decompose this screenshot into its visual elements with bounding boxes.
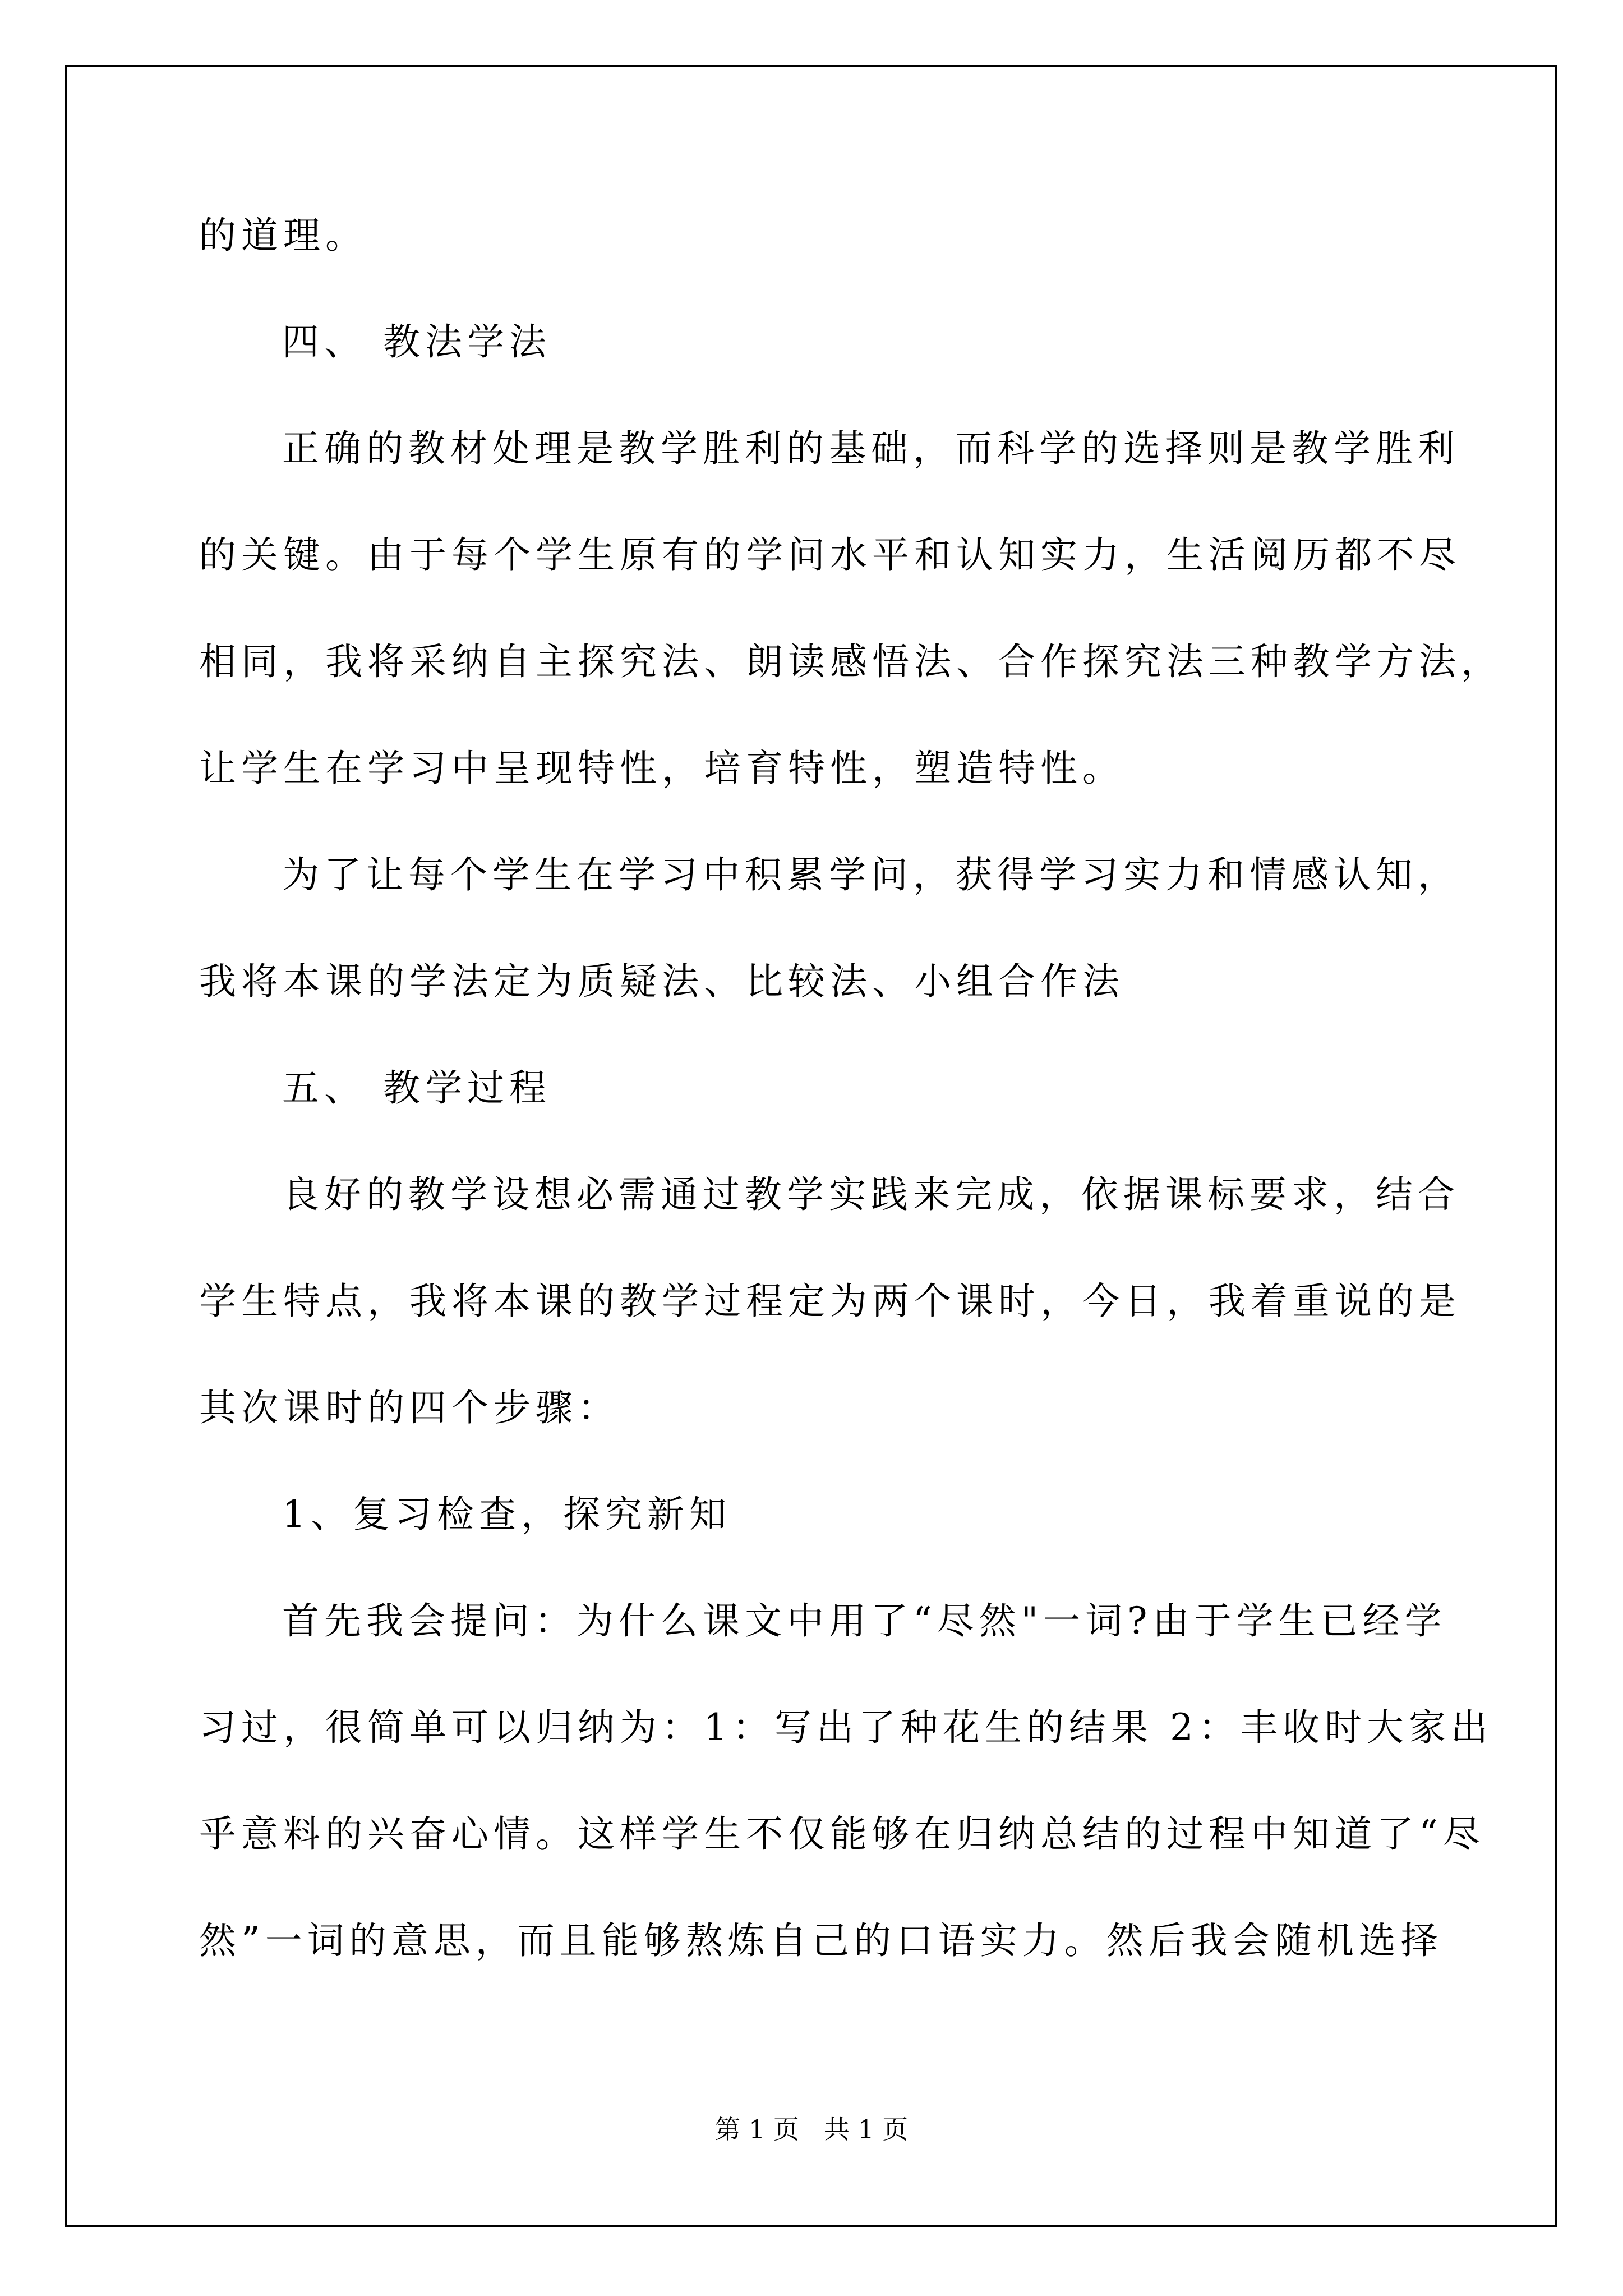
- section-heading-teaching-methods: 四、 教法学法: [282, 320, 551, 364]
- step-heading: 1、复习检查，探究新知: [282, 1493, 731, 1536]
- text-line: 我将本课的学法定为质疑法、比较法、小组合作法: [199, 960, 1124, 1003]
- text-line: 的关键。由于每个学生原有的学问水平和认知实力，生活阅历都不尽: [199, 533, 1461, 577]
- text-line: 首先我会提问：为什么课文中用了“尽然"一词?由于学生已经学: [282, 1599, 1447, 1642]
- page-border: [65, 65, 1557, 2227]
- section-heading-teaching-process: 五、 教学过程: [282, 1066, 551, 1110]
- text-line: 为了让每个学生在学习中积累学问，获得学习实力和情感认知，: [282, 853, 1460, 896]
- text-line: 相同，我将采纳自主探究法、朗读感悟法、合作探究法三种教学方法，: [199, 640, 1503, 683]
- text-line: 良好的教学设想必需通过教学实践来完成，依据课标要求，结合: [282, 1173, 1460, 1216]
- text-line: 正确的教材处理是教学胜利的基础，而科学的选择则是教学胜利: [282, 427, 1460, 470]
- text-line: 乎意料的兴奋心情。这样学生不仅能够在归纳总结的过程中知道了“尽: [199, 1812, 1485, 1856]
- text-line: 让学生在学习中呈现特性，培育特性，塑造特性。: [199, 747, 1124, 790]
- text-line: 习过，很简单可以归纳为：1：写出了种花生的结果 2：丰收时大家出: [199, 1706, 1493, 1749]
- text-line: 其次课时的四个步骤：: [199, 1386, 620, 1429]
- text-line: 然”一词的意思，而且能够熬炼自己的口语实力。然后我会随机选择: [199, 1919, 1443, 1962]
- text-line: 学生特点，我将本课的教学过程定为两个课时，今日，我着重说的是: [199, 1280, 1461, 1323]
- page-number-footer: 第 1 页 共 1 页: [714, 2114, 909, 2145]
- text-line: 的道理。: [199, 214, 367, 257]
